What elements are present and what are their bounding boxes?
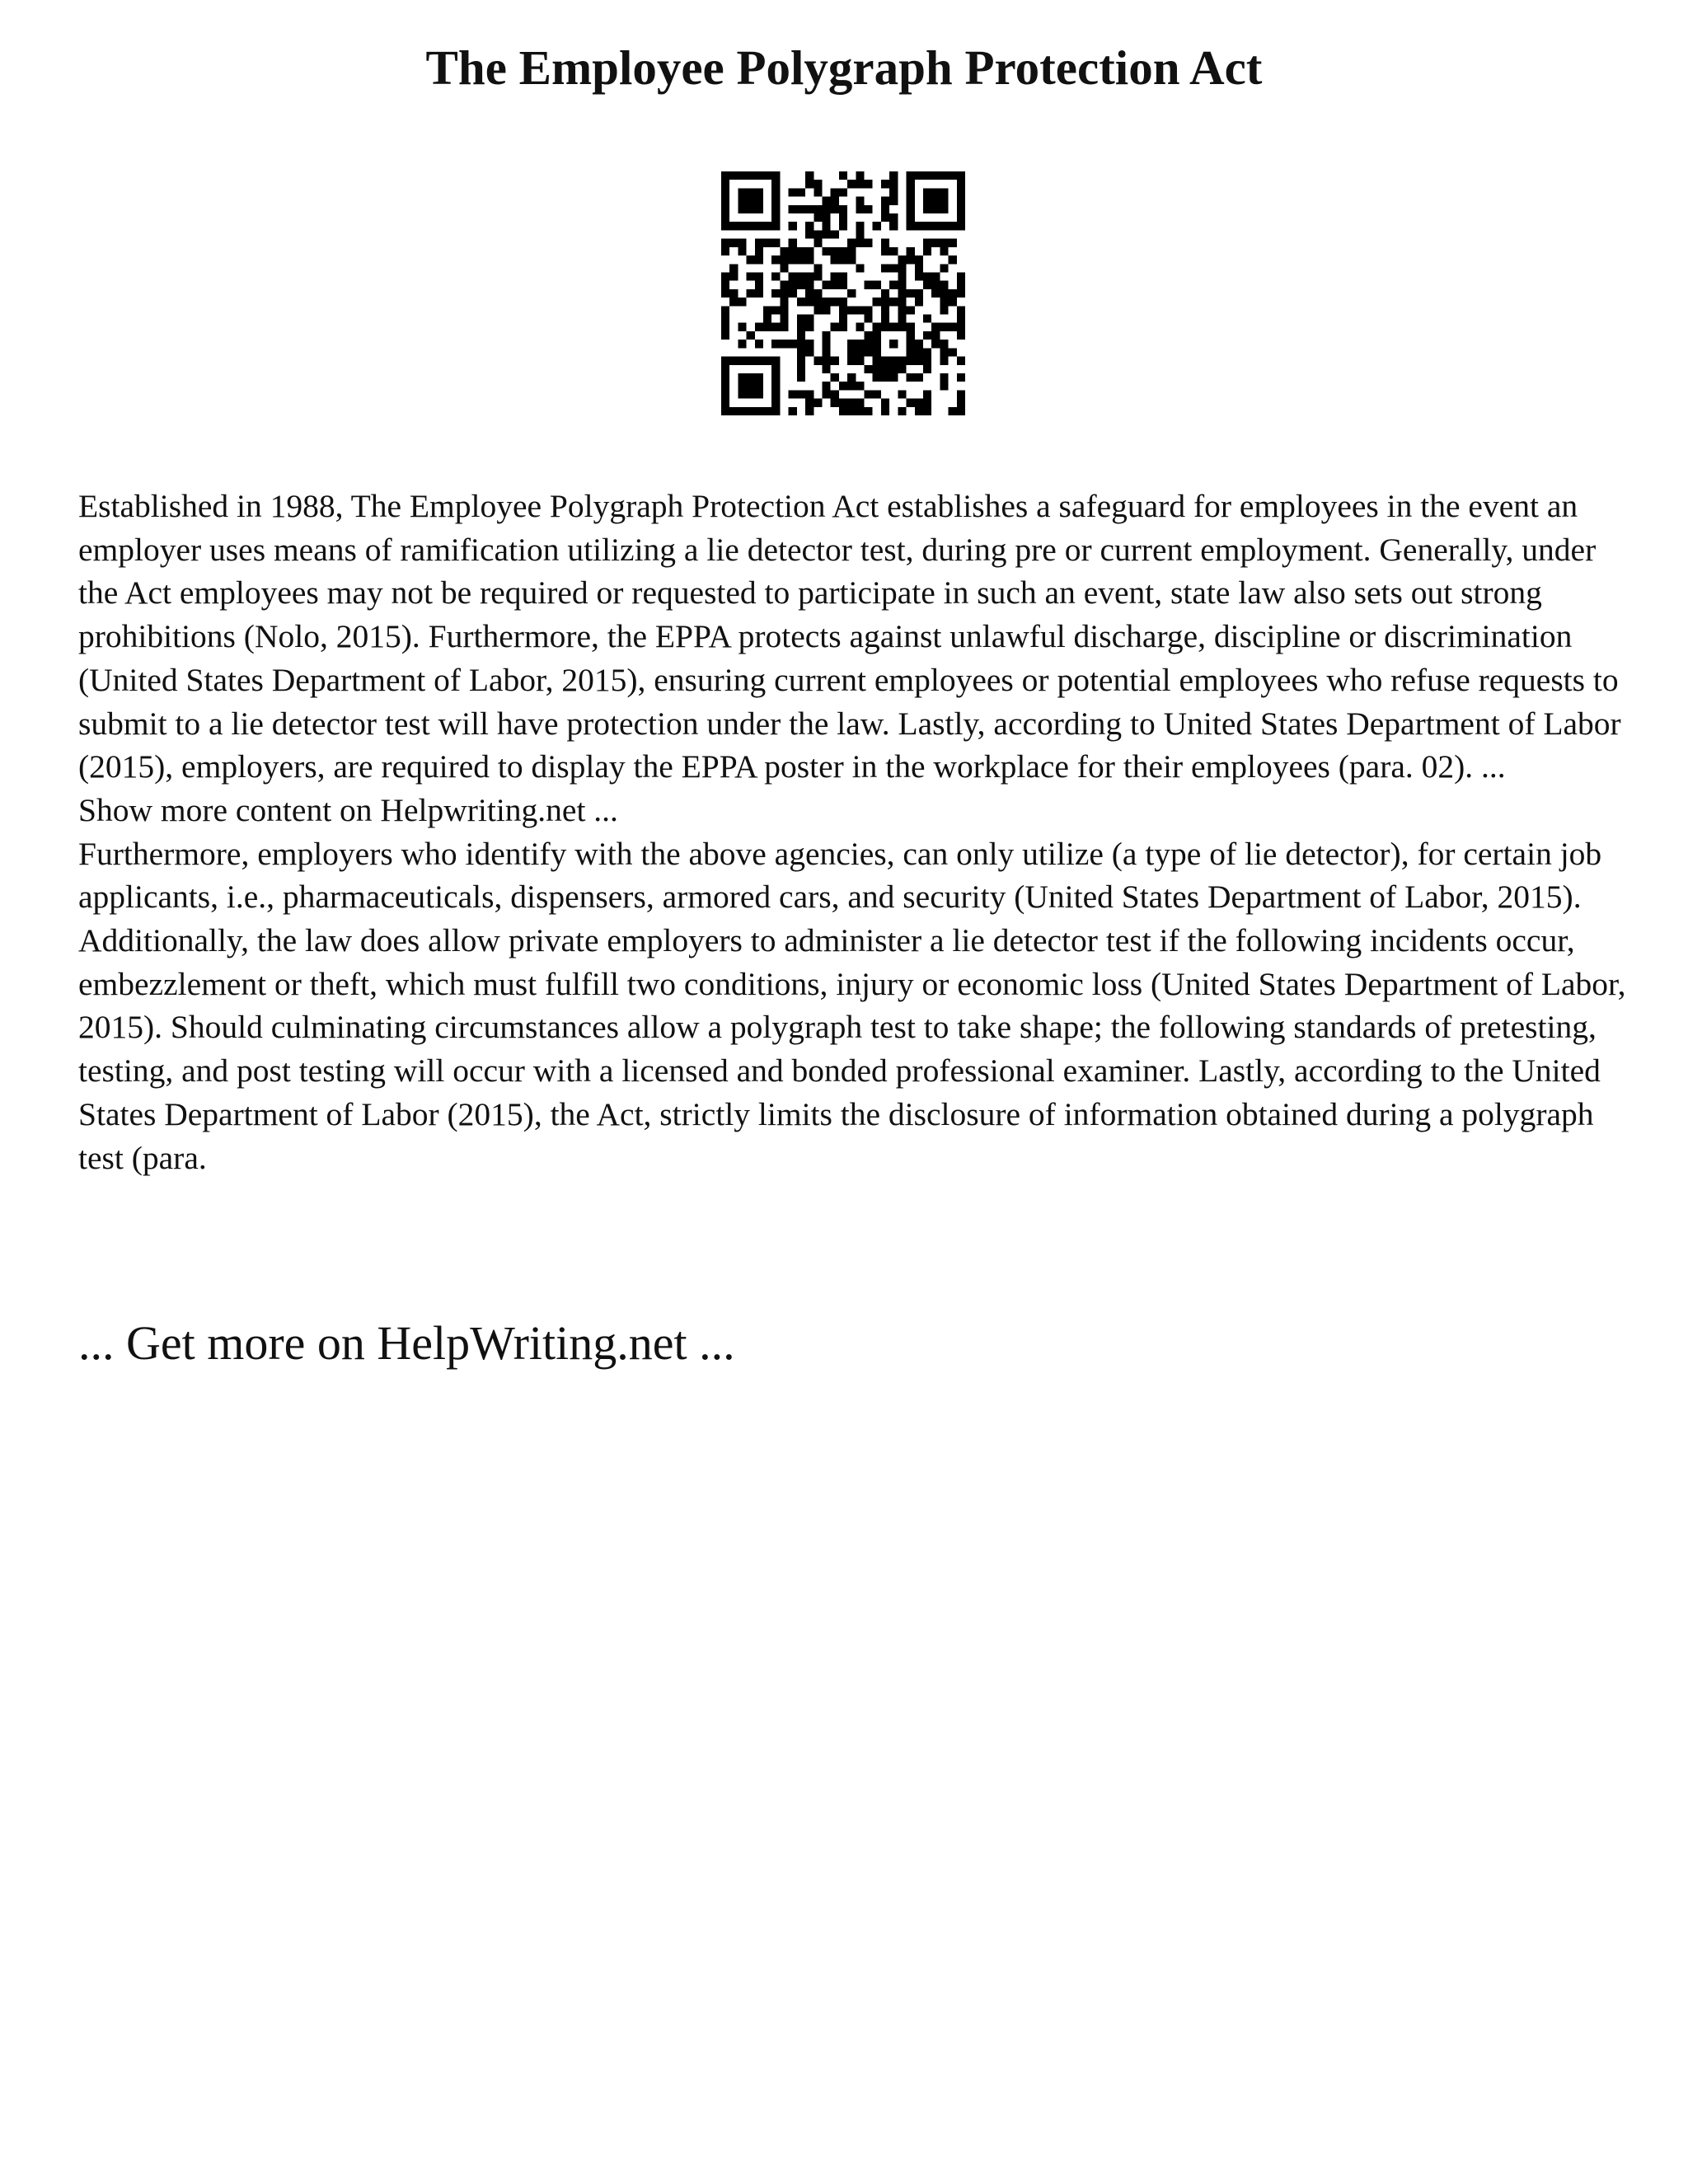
page-title: The Employee Polygraph Protection Act: [425, 40, 1263, 95]
article-body: [78, 485, 1628, 1179]
qr-code-icon: [721, 171, 965, 415]
paragraph-continued: Furthermore, employers who identify with the above agencies, can only utilize (a type of lie detector), for certain job applicants, i.e., pharmaceuticals, dispensers, armored cars, and security (United States Department of Labor, 2015). Additionally, the law does allow private employers to administer a lie detector test if the following incidents occur, embezzlement or theft, which must fulfill two conditions, injury or economic loss (United States Department of Labor, 2015). Should culminating circumstances allow a polygraph test to take shape; the following standards of pretesting, testing, and post testing will occur with a licensed and bonded professional examiner. Lastly, according to the United States Department of Labor (2015), the Act, strictly limits the disclosure of information obtained during a polygraph test (para.: [78, 835, 1626, 1176]
get-more-link[interactable]: ... Get more on HelpWriting.net ...: [78, 1316, 735, 1370]
paragraph-intro: Established in 1988, The Employee Polygraph Protection Act establishes a safeguard for employees in the event an employer uses means of ramification utilizing a lie detector test, during pre or current employment. Generally, under the Act employees may not be required or requested to participate in such an event, state law also sets out strong prohibitions (Nolo, 2015). Furthermore, the EPPA protects against unlawful discharge, discipline or discrimination (United States Department of Labor, 2015), ensuring current employees or potential employees who refuse requests to submit to a lie detector test will have protection under the law. Lastly, according to United States Department of Labor (2015), employers, are required to display the EPPA poster in the workplace for their employees (para. 02). ...: [78, 488, 1621, 785]
show-more-line: Show more content on Helpwriting.net ...: [78, 791, 618, 828]
